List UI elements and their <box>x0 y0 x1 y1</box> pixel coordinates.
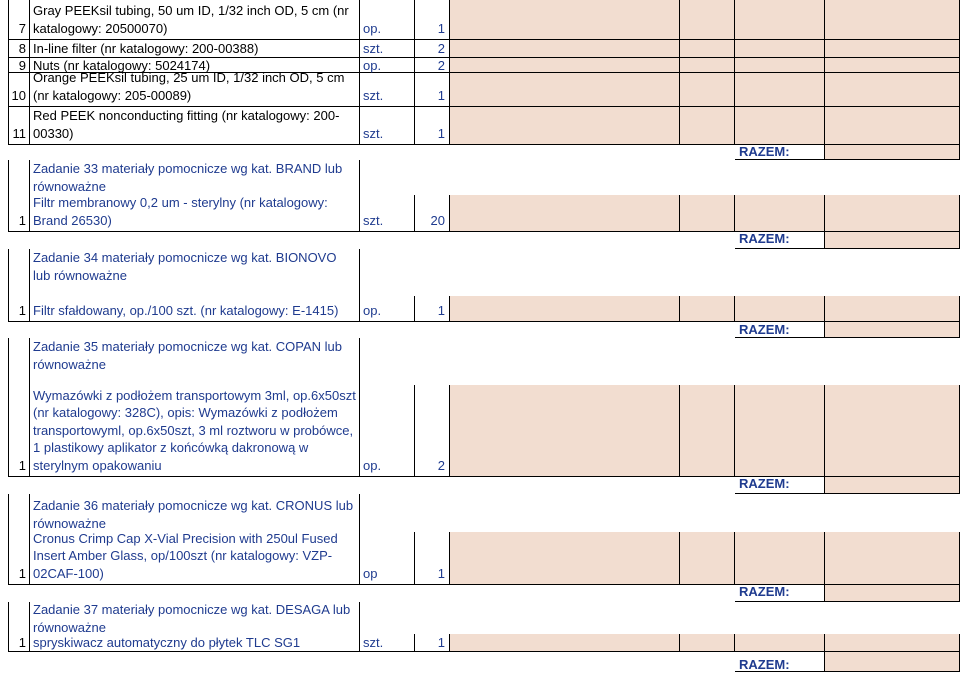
quantity-cell[interactable] <box>415 385 450 477</box>
total-label: RAZEM: <box>739 584 790 599</box>
row-number-cell[interactable] <box>8 634 30 652</box>
total-row <box>0 585 960 602</box>
total-label: RAZEM: <box>739 231 790 246</box>
item-quantity: 20 <box>430 213 445 228</box>
total-label: RAZEM: <box>739 144 790 159</box>
gross-price-cell[interactable] <box>735 532 825 585</box>
gross-price-cell[interactable] <box>735 40 825 58</box>
description-cell[interactable] <box>30 195 360 232</box>
table-row <box>0 40 960 58</box>
quantity-cell[interactable] <box>415 107 450 145</box>
table-row <box>0 107 960 145</box>
total-row <box>0 652 960 672</box>
value-cell[interactable] <box>825 634 960 652</box>
task-title: Zadanie 33 materiały pomocnicze wg kat. BRAND lub równoważne <box>33 161 343 194</box>
net-price-cell[interactable] <box>450 73 680 107</box>
item-quantity: 1 <box>437 566 445 581</box>
row-number-cell[interactable] <box>8 195 30 232</box>
quantity-cell[interactable] <box>415 0 450 40</box>
total-value-cell[interactable] <box>825 145 960 160</box>
item-description: Filtr sfałdowany, op./100 szt. (nr katalogowy: E-1415) <box>33 302 339 318</box>
task-header-row <box>0 160 960 195</box>
gross-price-cell[interactable] <box>735 634 825 652</box>
vat-cell[interactable] <box>680 58 735 73</box>
total-label-cell[interactable] <box>735 652 825 672</box>
vat-cell[interactable] <box>680 385 735 477</box>
task-title: Zadanie 35 materiały pomocnicze wg kat. COPAN lub równoważne <box>33 339 343 372</box>
description-cell[interactable] <box>30 634 360 652</box>
vat-cell[interactable] <box>680 532 735 585</box>
gross-price-cell[interactable] <box>735 107 825 145</box>
total-row <box>0 322 960 338</box>
value-cell[interactable] <box>825 58 960 73</box>
item-unit: szt. <box>363 213 384 228</box>
value-cell[interactable] <box>825 0 960 40</box>
task-number-cell[interactable] <box>8 249 30 296</box>
total-value-cell[interactable] <box>825 322 960 338</box>
task-header-row <box>0 602 960 634</box>
unit-cell[interactable] <box>360 296 415 322</box>
total-label: RAZEM: <box>739 476 790 491</box>
vat-cell[interactable] <box>680 107 735 145</box>
task-number-cell[interactable] <box>8 494 30 532</box>
table-row <box>0 634 960 652</box>
value-cell[interactable] <box>825 385 960 477</box>
task-number-cell[interactable] <box>8 160 30 195</box>
description-cell[interactable] <box>30 296 360 322</box>
total-row <box>0 232 960 249</box>
item-unit: op. <box>363 58 382 73</box>
item-quantity: 2 <box>437 458 445 473</box>
total-label-cell[interactable] <box>735 145 825 160</box>
value-cell[interactable] <box>825 107 960 145</box>
gross-price-cell[interactable] <box>735 73 825 107</box>
item-unit: op. <box>363 303 382 318</box>
task-header-row <box>0 338 960 385</box>
table-row <box>0 296 960 322</box>
table-row <box>0 70 960 107</box>
quantity-cell[interactable] <box>415 195 450 232</box>
task-title-cell[interactable] <box>30 338 360 385</box>
item-description: Filtr membranowy 0,2 um - sterylny (nr katalogowy: Brand 26530) <box>33 195 328 228</box>
unit-cell[interactable] <box>360 532 415 585</box>
task-number-cell[interactable] <box>8 602 30 634</box>
item-description: Orange PEEKsil tubing, 25 um ID, 1/32 inch OD, 5 cm (nr katalogowy: 205-00089) <box>33 70 345 103</box>
quantity-cell[interactable] <box>415 40 450 58</box>
vat-cell[interactable] <box>680 195 735 232</box>
item-description: Cronus Crimp Cap X-Vial Precision with 250ul Fused Insert Amber Glass, op/100szt (nr katalogowy: VZP-02CAF-100) <box>33 530 338 581</box>
net-price-cell[interactable] <box>450 107 680 145</box>
total-row <box>0 477 960 494</box>
row-number: 1 <box>18 635 26 650</box>
item-quantity: 1 <box>437 88 445 103</box>
quantity-cell[interactable] <box>415 532 450 585</box>
total-label-cell[interactable] <box>735 232 825 249</box>
description-cell[interactable] <box>30 40 360 58</box>
vat-cell[interactable] <box>680 40 735 58</box>
total-label-cell[interactable] <box>735 585 825 602</box>
item-description: Nuts (nr katalogowy: 5024174) <box>33 57 211 73</box>
item-quantity: 1 <box>437 635 445 650</box>
item-description: Gray PEEKsil tubing, 50 um ID, 1/32 inch OD, 5 cm (nr katalogowy: 20500070) <box>33 3 349 36</box>
vat-cell[interactable] <box>680 634 735 652</box>
description-cell[interactable] <box>30 385 360 477</box>
quantity-cell[interactable] <box>415 634 450 652</box>
unit-cell[interactable] <box>360 385 415 477</box>
value-cell[interactable] <box>825 296 960 322</box>
item-unit: szt. <box>363 635 384 650</box>
row-number: 10 <box>11 88 26 103</box>
net-price-cell[interactable] <box>450 296 680 322</box>
total-label: RAZEM: <box>739 322 790 337</box>
item-quantity: 2 <box>437 41 445 56</box>
description-cell[interactable] <box>30 107 360 145</box>
net-price-cell[interactable] <box>450 634 680 652</box>
item-unit: op. <box>363 458 382 473</box>
task-title-cell[interactable] <box>30 249 360 296</box>
task-title: Zadanie 37 materiały pomocnicze wg kat. DESAGA lub równoważne <box>33 602 351 635</box>
total-value-cell[interactable] <box>825 652 960 672</box>
task-header-row <box>0 494 960 532</box>
row-number-cell[interactable] <box>8 532 30 585</box>
total-row <box>0 145 960 160</box>
item-quantity: 2 <box>437 58 445 73</box>
item-unit: szt. <box>363 126 384 141</box>
gross-price-cell[interactable] <box>735 385 825 477</box>
net-price-cell[interactable] <box>450 58 680 73</box>
item-unit: op. <box>363 21 382 36</box>
table-row <box>0 195 960 232</box>
total-label-cell[interactable] <box>735 322 825 338</box>
table-row <box>0 385 960 477</box>
vat-cell[interactable] <box>680 73 735 107</box>
task-number-cell[interactable] <box>8 338 30 385</box>
item-unit: szt. <box>363 41 384 56</box>
task-title: Zadanie 34 materiały pomocnicze wg kat. BIONOVO lub równoważne <box>33 250 337 283</box>
item-description: In-line filter (nr katalogowy: 200-00388) <box>33 40 259 56</box>
value-cell[interactable] <box>825 195 960 232</box>
gross-price-cell[interactable] <box>735 0 825 40</box>
description-cell[interactable] <box>30 70 360 107</box>
net-price-cell[interactable] <box>450 385 680 477</box>
row-number: 8 <box>18 41 26 56</box>
total-label-cell[interactable] <box>735 477 825 494</box>
unit-cell[interactable] <box>360 0 415 40</box>
quantity-cell[interactable] <box>415 296 450 322</box>
row-number-cell[interactable] <box>8 73 30 107</box>
description-cell[interactable] <box>30 0 360 40</box>
item-description: spryskiwacz automatyczny do płytek TLC SG1 <box>33 634 301 650</box>
task-title: Zadanie 36 materiały pomocnicze wg kat. CRONUS lub równoważne <box>33 498 354 531</box>
quantity-cell[interactable] <box>415 58 450 73</box>
total-value-cell[interactable] <box>825 477 960 494</box>
net-price-cell[interactable] <box>450 0 680 40</box>
task-title-cell[interactable] <box>30 494 360 532</box>
unit-cell[interactable] <box>360 195 415 232</box>
row-number: 1 <box>18 303 26 318</box>
gross-price-cell[interactable] <box>735 296 825 322</box>
net-price-cell[interactable] <box>450 195 680 232</box>
total-value-cell[interactable] <box>825 232 960 249</box>
row-number: 7 <box>18 21 26 36</box>
row-number-cell[interactable] <box>8 0 30 40</box>
value-cell[interactable] <box>825 532 960 585</box>
unit-cell[interactable] <box>360 107 415 145</box>
row-number: 1 <box>18 458 26 473</box>
vat-cell[interactable] <box>680 0 735 40</box>
item-unit: op <box>363 566 378 581</box>
net-price-cell[interactable] <box>450 532 680 585</box>
value-cell[interactable] <box>825 40 960 58</box>
total-value-cell[interactable] <box>825 585 960 602</box>
unit-cell[interactable] <box>360 73 415 107</box>
row-number-cell[interactable] <box>8 40 30 58</box>
unit-cell[interactable] <box>360 634 415 652</box>
gross-price-cell[interactable] <box>735 58 825 73</box>
row-number: 1 <box>18 213 26 228</box>
net-price-cell[interactable] <box>450 40 680 58</box>
row-number-cell[interactable] <box>8 58 30 73</box>
value-cell[interactable] <box>825 73 960 107</box>
item-quantity: 1 <box>437 303 445 318</box>
item-quantity: 1 <box>437 21 445 36</box>
task-header-row <box>0 249 960 296</box>
item-quantity: 1 <box>437 126 445 141</box>
row-number: 1 <box>18 566 26 581</box>
quantity-cell[interactable] <box>415 73 450 107</box>
table-row <box>0 532 960 585</box>
vat-cell[interactable] <box>680 296 735 322</box>
row-number-cell[interactable] <box>8 385 30 477</box>
row-number: 11 <box>12 126 26 141</box>
item-description: Wymazówki z podłożem transportowym 3ml, op.6x50szt (nr katalogowy: 328C), opis: Wymazówki z podłożem transportowyml, op.6x50szt, 3 ml roztworu w probówce, 1 plastikowy aplikator z końcówką dakronową w sterylnym opakowaniu <box>33 387 356 473</box>
table-row <box>0 0 960 40</box>
item-description: Red PEEK nonconducting fitting (nr katalogowy: 200-00330) <box>33 108 340 141</box>
task-title-cell[interactable] <box>30 602 360 634</box>
row-number: 9 <box>18 58 26 73</box>
row-number-cell[interactable] <box>8 107 30 145</box>
unit-cell[interactable] <box>360 40 415 58</box>
unit-cell[interactable] <box>360 58 415 73</box>
description-cell[interactable] <box>30 532 360 585</box>
total-label: RAZEM: <box>739 657 790 672</box>
row-number-cell[interactable] <box>8 296 30 322</box>
task-title-cell[interactable] <box>30 160 360 195</box>
gross-price-cell[interactable] <box>735 195 825 232</box>
item-unit: szt. <box>363 88 384 103</box>
